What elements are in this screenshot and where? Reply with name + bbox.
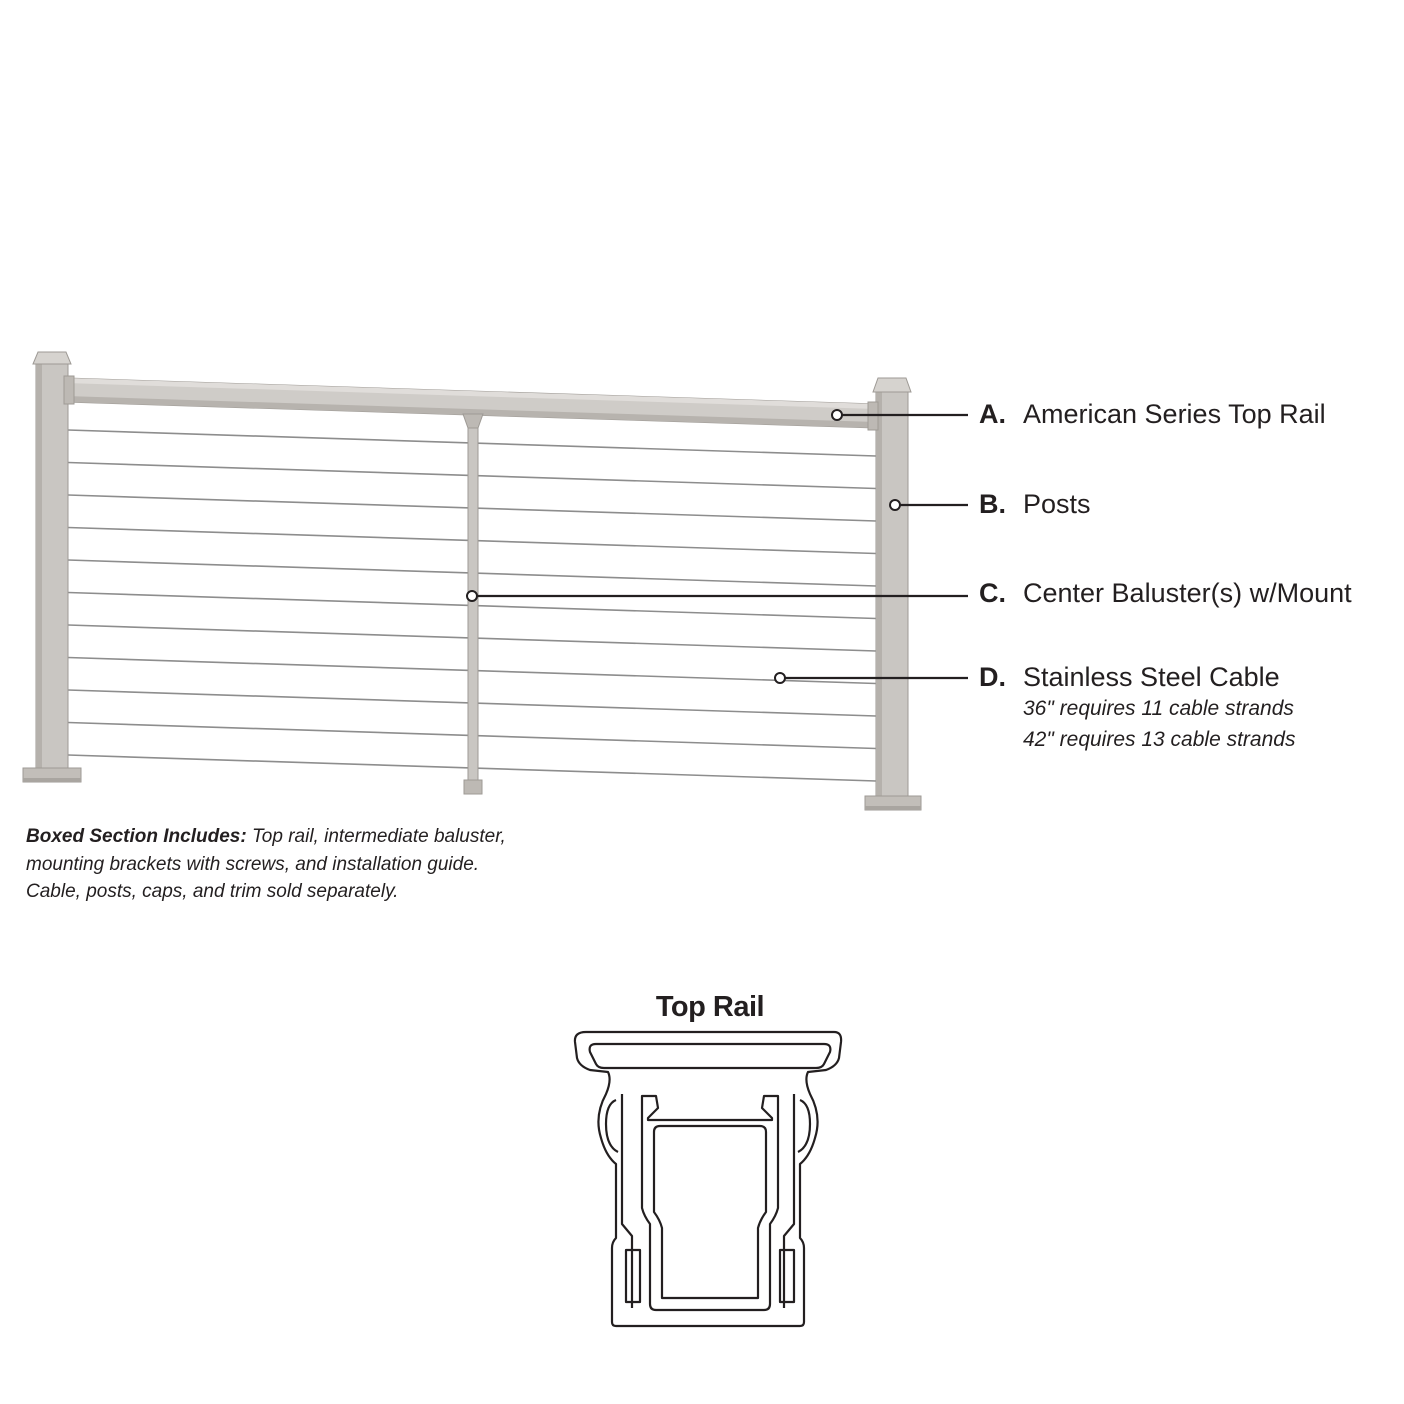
callout-label: American Series Top Rail	[1023, 399, 1326, 429]
boxed-section-line-1: Top rail, intermediate baluster,	[251, 826, 506, 847]
callout-top-rail	[979, 398, 1326, 430]
boxed-section-lead: Boxed Section Includes:	[26, 826, 247, 847]
boxed-section-note	[26, 823, 626, 906]
callout-label: Center Baluster(s) w/Mount	[1023, 578, 1352, 608]
callout-label: Posts	[1023, 489, 1091, 519]
profile-right-clip	[798, 1100, 810, 1152]
callout-letter: A.	[979, 399, 1006, 429]
right-post	[865, 378, 921, 810]
profile-left-clip	[606, 1100, 618, 1152]
left-post	[23, 352, 81, 782]
boxed-section-line-3: Cable, posts, caps, and trim sold separately.	[26, 881, 399, 902]
callout-letter: D.	[979, 662, 1006, 692]
callout-label: Stainless Steel Cable	[1023, 662, 1280, 692]
callout-posts	[979, 488, 1091, 520]
callout-letter: C.	[979, 578, 1006, 608]
callout-letter: B.	[979, 489, 1006, 519]
callout-note-36: 36" requires 11 cable strands	[1023, 697, 1294, 720]
profile-inner-core	[654, 1126, 766, 1298]
callout-note-42: 42" requires 13 cable strands	[1023, 728, 1296, 751]
profile-cap-insert	[590, 1044, 831, 1068]
profile-inner-right-wall	[784, 1094, 794, 1308]
callout-stainless-cable	[979, 661, 1295, 755]
profile-right-foot	[780, 1250, 794, 1302]
profile-title: Top Rail	[655, 991, 765, 1023]
boxed-section-line-2: mounting brackets with screws, and installation guide.	[26, 853, 480, 875]
callout-center-baluster	[979, 577, 1352, 609]
profile-outer-outline	[575, 1032, 841, 1326]
center-baluster	[463, 414, 483, 794]
top-rail-profile-drawing	[560, 1020, 860, 1340]
